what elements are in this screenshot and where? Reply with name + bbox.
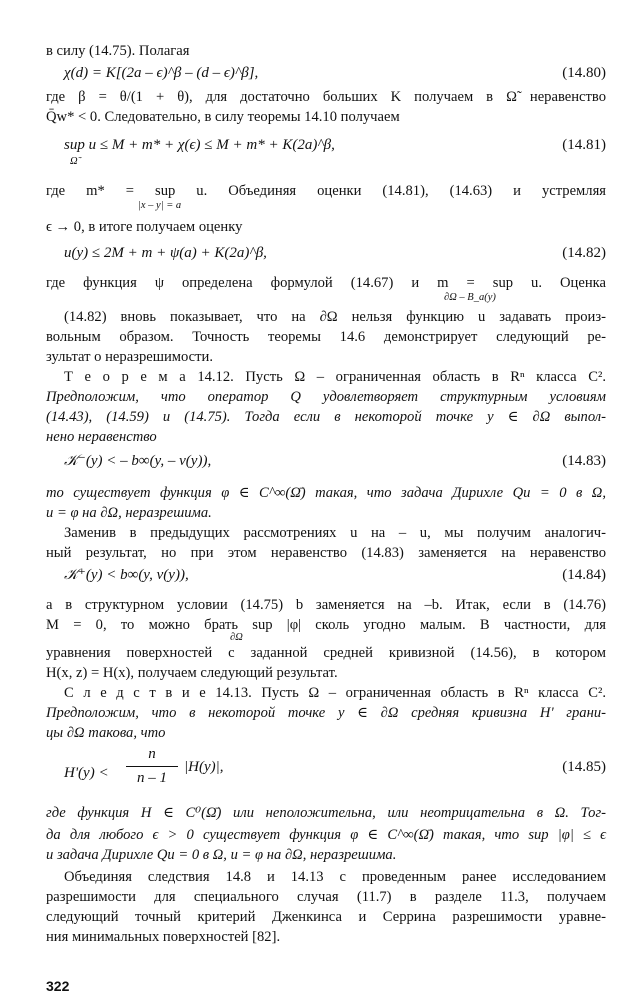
text-line: ϵ → 0, в итоге получаем оценку [46,219,243,235]
sup-subscript: Ω̃ [70,156,78,167]
equation-14-82: u(y) ≤ 2M + m + ψ(a) + K(2a)^β, [64,245,267,261]
text-line: нено неравенство [46,429,157,445]
sup-subscript: ∂Ω [230,632,243,643]
text-line: Заменив в предыдущих рассмотрениях u на – u, мы получим аналогич- [64,525,606,541]
text-line: где m* = sup u. Объединяя оценки (14.81), (14.63) и устремляя [46,183,606,199]
text-line: следующий точный критерий Дженкинса и Серрина разрешимости уравне- [46,909,606,925]
equation-14-85-lhs: H'(y) < [64,765,109,781]
equation-14-85-rhs: |H(y)|, [184,759,224,775]
equation-number: (14.82) [562,245,606,261]
sup-subscript: ∂Ω – B_a(y) [444,292,496,303]
text-line: цы ∂Ω такова, что [46,725,166,741]
text-line: где функция H ∈ C⁰(Ω̄) или неположительна, или неотрицательна в Ω. Тог- [46,805,606,821]
text-line: и задача Дирихле Qu = 0 в Ω, u = φ на ∂Ω, неразрешима. [46,847,397,863]
equation-number: (14.83) [562,453,606,469]
text-line: ния минимальных поверхностей [82]. [46,929,281,945]
text-line: зультат о неразрешимости. [46,349,213,365]
text-line: где функция ψ определена формулой (14.67) и m = sup u. Оценка [46,275,606,291]
equation-number: (14.85) [562,759,606,775]
equation-14-84: 𝒦⁺(y) < b∞(y, ν(y)), [64,567,189,583]
equation-number: (14.84) [562,567,606,583]
equation-number: (14.81) [562,137,606,153]
text-line: (14.82) вновь показывает, что на ∂Ω нельзя функцию u задавать произ- [64,309,606,325]
sup-subscript: |x – y| = a [138,200,182,211]
fraction-denominator: n – 1 [137,770,167,786]
text-line: а в структурном условии (14.75) b заменяется на –b. Итак, если в (14.76) [46,597,606,613]
fraction-bar [126,766,178,767]
equation-number: (14.80) [562,65,606,81]
text-line: в силу (14.75). Полагая [46,43,190,59]
text-line: уравнения поверхностей с заданной средней кривизной (14.56), в котором [46,645,606,661]
equation-14-81: sup u ≤ M + m* + χ(ϵ) ≤ M + m* + K(2a)^β, [64,137,335,153]
text-line: u = φ на ∂Ω, неразрешима. [46,505,212,521]
page-number: 322 [46,978,70,994]
theorem-heading: Т е о р е м а 14.12. Пусть Ω – ограниченная область в Rⁿ класса C². [64,369,606,385]
fraction-numerator: n [148,746,156,762]
text-line: Предположим, что оператор Q удовлетворяет структурным условиям [46,389,606,405]
text-line: H(x, z) = H(x), получаем следующий результат. [46,665,338,681]
equation-14-83: 𝒦⁻(y) < – b∞(y, – ν(y)), [64,453,212,469]
text-line: да для любого ϵ > 0 существует функция φ ∈ C^∞(Ω̄) такая, что sup |φ| ≤ ϵ [46,827,606,843]
text-line: ный результат, но при этом неравенство (14.83) заменяется на неравенство [46,545,606,561]
text-line: вольным образом. Точность теоремы 14.6 демонстрирует следующий ре- [46,329,606,345]
equation-14-80: χ(d) = K[(2a – ϵ)^β – (d – ϵ)^β], [64,65,259,81]
text-line: Объединяя следствия 14.8 и 14.13 с проведенным ранее исследованием [64,869,606,885]
text-line: Q̄w* < 0. Следовательно, в силу теоремы 14.10 получаем [46,109,400,125]
text-line: M = 0, то можно брать sup |φ| сколь угодно малым. В частности, для [46,617,606,633]
text-line: то существует функция φ ∈ C^∞(Ω̄) такая, что задача Дирихле Qu = 0 в Ω, [46,485,606,501]
text-line: (14.43), (14.59) и (14.75). Тогда если в некоторой точке y ∈ ∂Ω выпол- [46,409,606,425]
text-line: разрешимости для специального случая (11.7) в разделе 11.3, получаем [46,889,606,905]
text-line: где β = θ/(1 + θ), для достаточно больших K получаем в Ω̃ неравенство [46,89,606,105]
text-line: Предположим, что в некоторой точке y ∈ ∂Ω средняя кривизна H' грани- [46,705,606,721]
corollary-heading: С л е д с т в и е 14.13. Пусть Ω – ограниченная область в Rⁿ класса C². [64,685,606,701]
